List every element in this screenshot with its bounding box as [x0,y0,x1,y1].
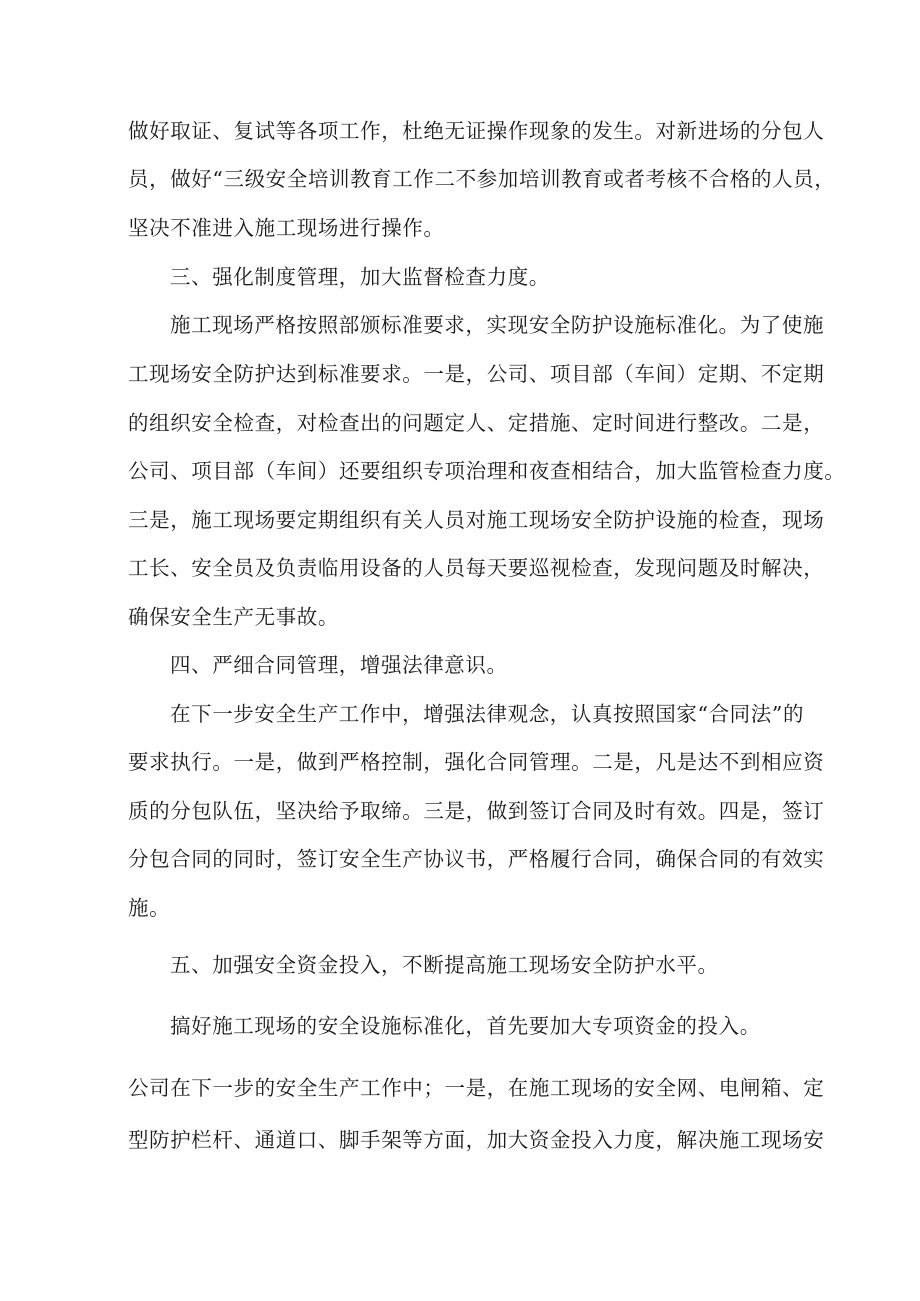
text-line: 分包合同的同时，签订安全生产协议书，严格履行合同，确保合同的有效实 [128,847,825,871]
text-line: 公司、项目部（车间）还要组织专项治理和夜查相结合，加大监管检查力度。 [128,459,846,483]
section-heading: 五、加强安全资金投入，不断提高施工现场安全防护水平。 [170,953,719,977]
text-line: 三是，施工现场要定期组织有关人员对施工现场安全防护设施的检查，现场 [128,508,825,532]
text-line: 的组织安全检查，对检查出的问题定人、定措施、定时间进行整改。二是， [128,411,825,435]
text-line: 坚决不准进入施工现场进行操作。 [128,216,445,240]
text-line: 工现场安全防护达到标准要求。一是，公司、项目部（车间）定期、不定期 [128,362,825,386]
text-line: 确保安全生产无事故。 [128,605,339,629]
text-line: 员，做好“三级安全培训教育工作二不参加培训教育或者考核不合格的人员， [128,167,836,191]
text-line: 工长、安全员及负责临用设备的人员每天要巡视检查，发现问题及时解决， [128,556,825,580]
section-heading: 四、严细合同管理，增强法律意识。 [170,653,508,677]
section-heading: 三、强化制度管理，加大监督检查力度。 [170,265,550,289]
text-line: 施。 [128,896,171,920]
text-line: 做好取证、复试等各项工作，杜绝无证操作现象的发生。对新进场的分包人 [128,119,825,143]
text-line: 搞好施工现场的安全设施标准化，首先要加大专项资金的投入。 [170,1014,761,1038]
text-line: 公司在下一步的安全生产工作中；一是，在施工现场的安全网、电闸箱、定 [128,1076,825,1100]
text-line: 质的分包队伍，坚决给予取缔。三是，做到签订合同及时有效。四是，签订 [128,799,825,823]
text-line: 施工现场严格按照部颁标准要求，实现安全防护设施标准化。为了使施 [170,313,825,337]
text-line: 要求执行。一是，做到严格控制，强化合同管理。二是，凡是达不到相应资 [128,750,825,774]
text-line: 在下一步安全生产工作中，增强法律观念，认真按照国家“合同法”的 [170,702,805,726]
text-line: 型防护栏杆、通道口、脚手架等方面，加大资金投入力度，解决施工现场安 [128,1128,825,1152]
